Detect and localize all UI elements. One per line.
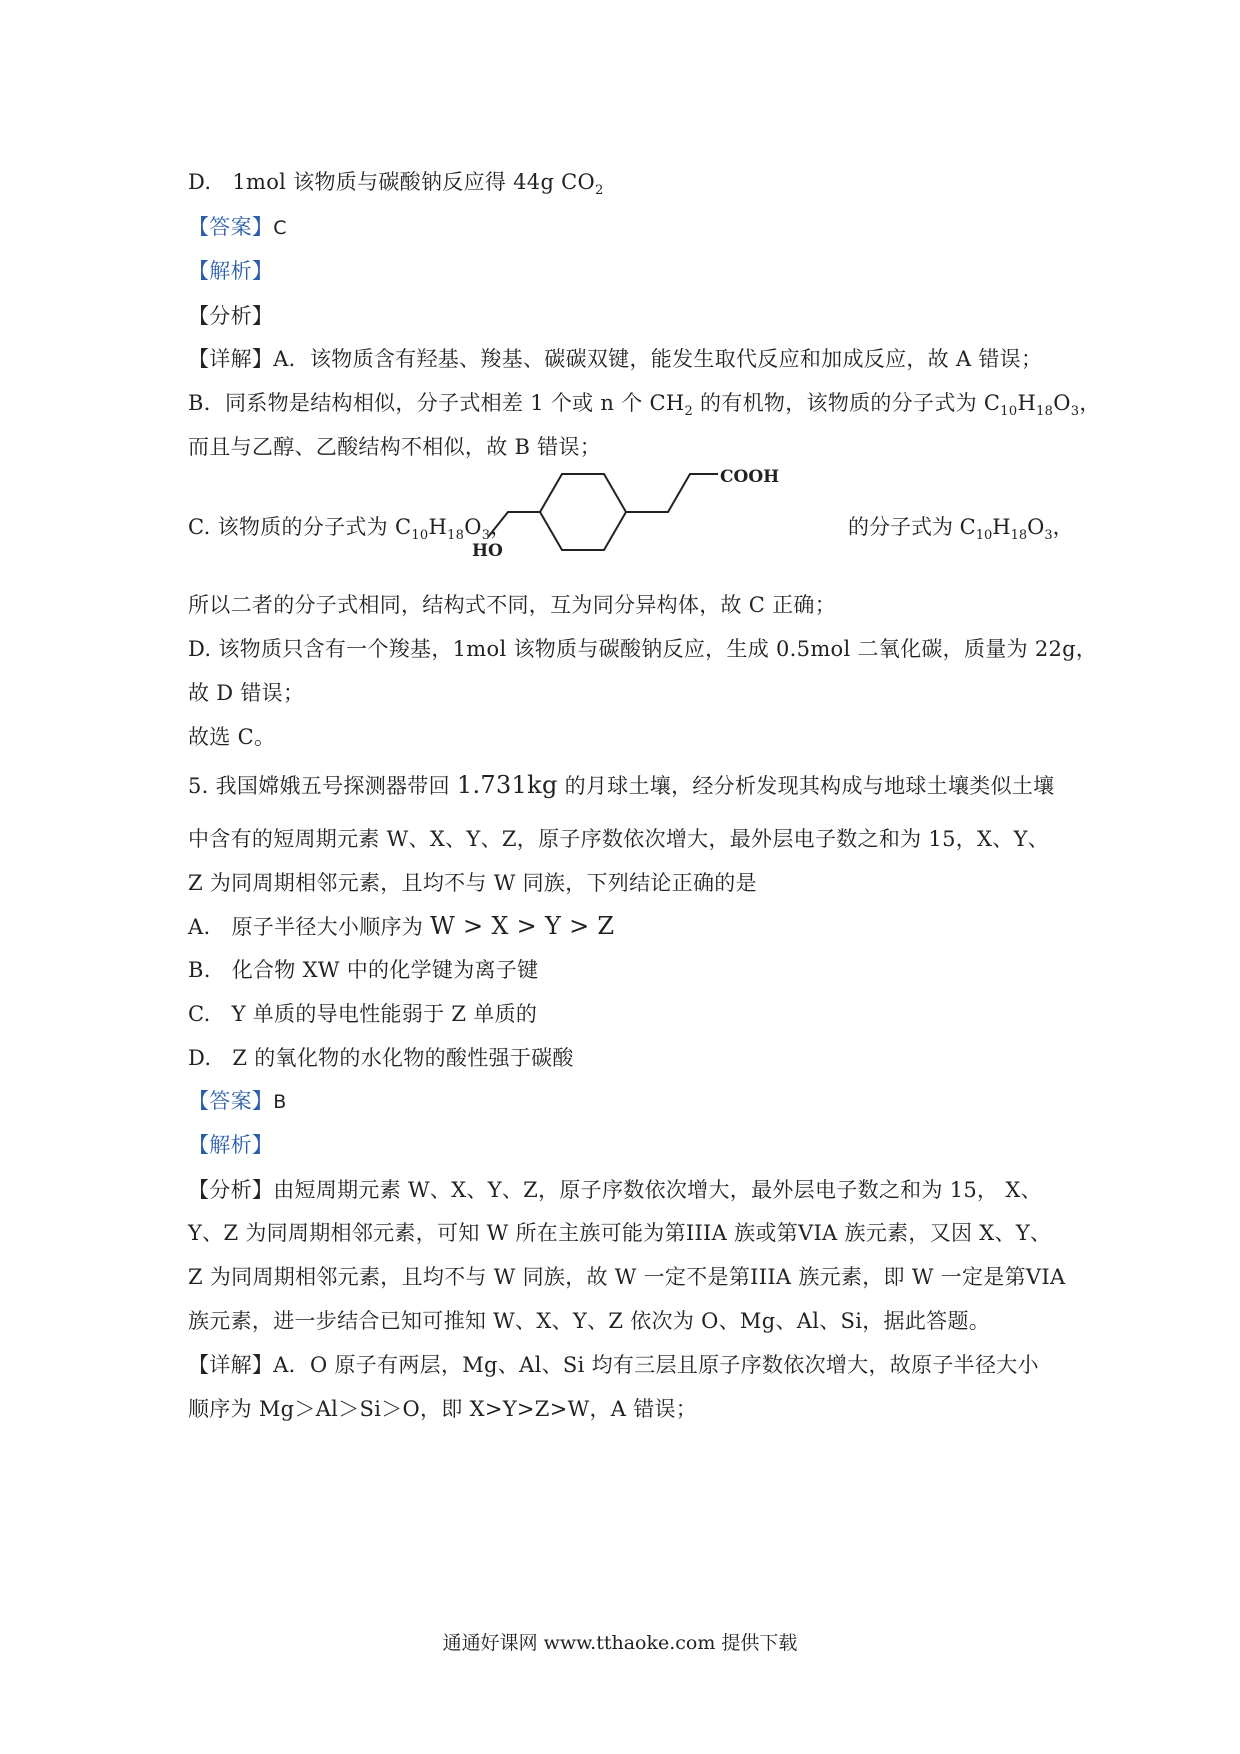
page-footer (0, 1628, 1240, 1655)
text: 的有机物，该物质的分子式为 C (693, 391, 1001, 415)
subscript: 10 (411, 528, 429, 544)
q5-detail-a1 (188, 1350, 1039, 1380)
q4-detail-c1-right (848, 512, 1074, 551)
q4-fenxi-tag (188, 301, 273, 331)
text: 的分子式为 C (848, 515, 976, 539)
answer-tag: 【答案】 (188, 1089, 274, 1113)
detail-tag: 【详解】 (188, 1353, 274, 1377)
q5-detail-a2 (188, 1394, 697, 1424)
text: H (992, 515, 1011, 539)
text: 故选 C。 (188, 725, 276, 749)
text: H (1017, 391, 1037, 415)
text: H (428, 515, 448, 539)
text: 中含有的短周期元素 W、X、Y、Z，原子序数依次增大，最外层电子数之和为 15，X、Y、 (188, 827, 1050, 851)
text: 化合物 XW 中的化学键为离子键 (231, 958, 539, 982)
subscript: 3 (1044, 528, 1053, 544)
analysis-tag: 【解析】 (188, 259, 274, 283)
q4-conclusion (188, 722, 275, 752)
q5-option-a (188, 911, 614, 942)
q4-detail-d1 (188, 634, 1097, 664)
subscript: 10 (975, 528, 993, 544)
option-letter: B. (188, 958, 211, 982)
q5-option-d (188, 1043, 574, 1073)
q5-analysis-tag (188, 1130, 273, 1160)
text: Z 为同周期相邻元素，且均不与 W 同族，故 W 一定不是第IIIA 族元素，即 W 一定是第VIA (188, 1265, 1066, 1289)
text: 而且与乙醇、乙酸结构不相似，故 B 错误； (188, 435, 602, 459)
text: 1.731kg (456, 771, 558, 799)
detail-a-text: A．该物质含有羟基、羧基、碳碳双键，能发生取代反应和加成反应，故 A 错误； (273, 347, 1043, 371)
text: D. 该物质只含有一个羧基，1mol 该物质与碳酸钠反应，生成 0.5mol 二氧化碳，质量为 22g， (188, 637, 1098, 661)
fenxi-tag: 【分析】 (188, 1178, 274, 1202)
molecule-label-ho: HO (472, 541, 503, 561)
text: W > X > Y > Z (430, 912, 615, 940)
q5-answer (188, 1086, 287, 1117)
text: ， (490, 515, 512, 539)
text: 所以二者的分子式相同，结构式不同，互为同分异构体，故 C 正确； (188, 593, 837, 617)
molecule-label-cooh: COOH (720, 467, 780, 487)
text: 的月球土壤，经分析发现其构成与地球土壤类似土壤 (557, 774, 1055, 798)
text: ， (1052, 515, 1074, 539)
option-letter: D. (188, 170, 212, 194)
q5-option-c (188, 999, 537, 1029)
q4-detail-c1-left (188, 512, 512, 551)
q5-stem-1 (188, 770, 1054, 801)
q4-detail-a (188, 344, 1042, 374)
option-text: 1mol 该物质与碳酸钠反应得 44g CO (232, 170, 596, 194)
text: Y 单质的导电性能弱于 Z 单质的 (231, 1002, 538, 1026)
answer-value: B (273, 1091, 287, 1113)
text: ， (1079, 391, 1101, 415)
q5-stem-2 (188, 824, 1049, 854)
molecule-bonds (488, 474, 718, 550)
text: 原子半径大小顺序为 (231, 915, 431, 939)
text: C. 该物质的分子式为 C (188, 515, 412, 539)
text: A．O 原子有两层，Mg、Al、Si 均有三层且原子序数依次增大，故原子半径大小 (273, 1353, 1039, 1377)
footer-text: 通通好课网 www.tthaoke.com 提供下载 (442, 1632, 798, 1654)
q4-analysis-tag (188, 256, 273, 286)
subscript: 2 (595, 183, 604, 199)
text: O (1027, 515, 1045, 539)
q4-detail-c2 (188, 590, 836, 620)
q5-stem-3 (188, 868, 757, 898)
analysis-tag: 【解析】 (188, 1133, 274, 1157)
text: O (1053, 391, 1071, 415)
option-letter: D. (188, 1046, 212, 1070)
text: Z 为同周期相邻元素，且均不与 W 同族，下列结论正确的是 (188, 871, 757, 895)
q5-fenxi-4 (188, 1306, 990, 1336)
q4-detail-b1 (188, 388, 1101, 427)
text: 故 D 错误； (188, 681, 305, 705)
answer-value: C (273, 217, 287, 239)
subscript: 18 (447, 528, 465, 544)
q4-option-d (188, 167, 604, 206)
text: Y、Z 为同周期相邻元素，可知 W 所在主族可能为第IIIA 族或第VIA 族元素，又因 X、Y、 (188, 1221, 1052, 1245)
option-letter: C. (188, 1002, 211, 1026)
text: 族元素，进一步结合已知可推知 W、X、Y、Z 依次为 O、Mg、Al、Si，据此答题。 (188, 1309, 991, 1333)
q5-fenxi-1 (188, 1175, 1042, 1205)
text: 由短周期元素 W、X、Y、Z，原子序数依次增大，最外层电子数之和为 15， X、 (273, 1178, 1042, 1202)
detail-tag: 【详解】 (188, 347, 274, 371)
text: 顺序为 Mg＞Al＞Si＞O，即 X>Y>Z>W，A 错误； (188, 1397, 698, 1421)
text: Z 的氧化物的水化物的酸性强于碳酸 (232, 1046, 574, 1070)
subscript: 3 (481, 528, 491, 544)
q5-option-b (188, 955, 538, 985)
q5-fenxi-3 (188, 1262, 1065, 1292)
q4-detail-b2 (188, 432, 601, 462)
answer-tag: 【答案】 (188, 215, 274, 239)
subscript: 3 (1070, 404, 1080, 420)
subscript: 18 (1010, 528, 1028, 544)
subscript: 18 (1036, 404, 1054, 420)
text: B．同系物是结构相似，分子式相差 1 个或 n 个 CH (188, 391, 685, 415)
q4-detail-d2 (188, 678, 304, 708)
subscript: 2 (684, 404, 694, 420)
fenxi-tag: 【分析】 (188, 304, 274, 328)
option-letter: A. (188, 915, 211, 939)
q4-answer (188, 212, 287, 243)
q5-fenxi-2 (188, 1218, 1051, 1248)
text: 5. 我国嫦娥五号探测器带回 (188, 774, 457, 798)
subscript: 10 (1000, 404, 1018, 420)
text: O (464, 515, 482, 539)
